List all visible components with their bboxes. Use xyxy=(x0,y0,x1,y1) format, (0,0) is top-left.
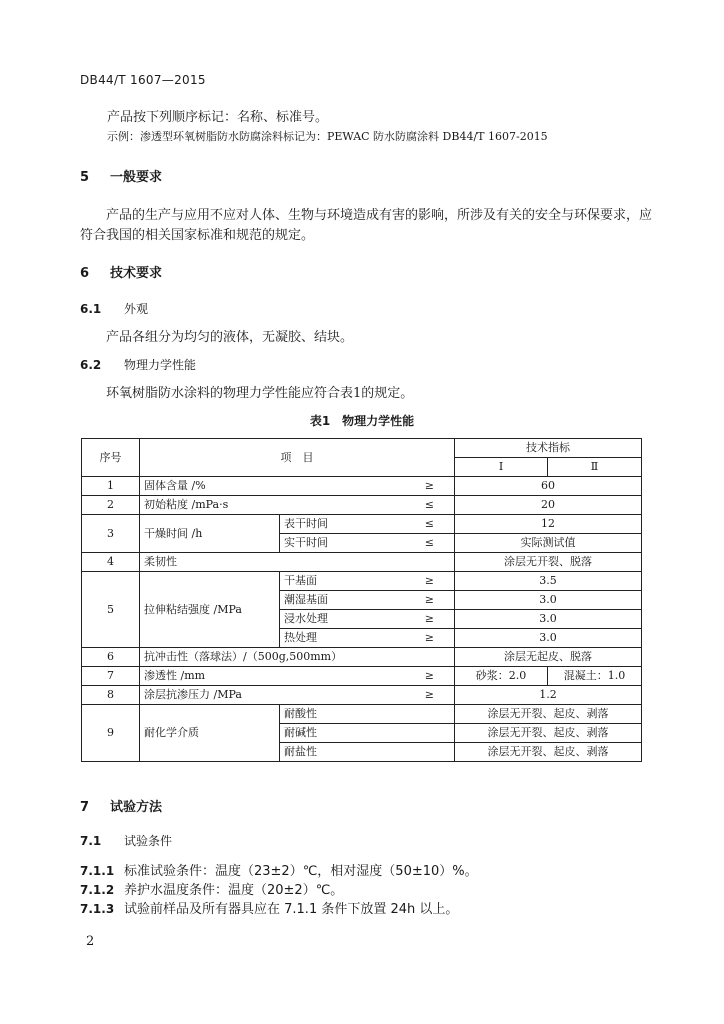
table-header-row xyxy=(82,439,642,458)
section-7-1-3 xyxy=(80,898,458,917)
section-number: 7.1.3 xyxy=(80,902,115,916)
table-row xyxy=(82,686,642,705)
section-5-heading xyxy=(80,166,162,185)
header-index: 技术指标 xyxy=(455,439,642,458)
table-row xyxy=(82,705,642,724)
section-text: 试验前样品及所有器具应在 7.1.1 条件下放置 24h 以上。 xyxy=(124,902,459,917)
cell-subitem: 浸水处理 ≥ xyxy=(280,610,455,629)
cell-value: 12 xyxy=(455,515,642,534)
cell-value: 涂层无起皮、脱落 xyxy=(455,648,642,667)
section-text: 养护水温度条件：温度（20±2）℃。 xyxy=(124,883,344,898)
section-6-2-heading xyxy=(80,356,196,373)
cell-subitem: 耐盐性 xyxy=(280,743,455,762)
cell-seq: 1 xyxy=(82,477,140,496)
cell-value: 3.0 xyxy=(455,629,642,648)
marking-example: 示例：渗透型环氧树脂防水防腐涂料标记为：PEWAC 防水防腐涂料 DB44/T 1607-2015 xyxy=(107,130,548,143)
section-title: 试验方法 xyxy=(110,800,163,815)
cell-seq: 6 xyxy=(82,648,140,667)
cell-item: 柔韧性 xyxy=(140,553,455,572)
section-title: 物理力学性能 xyxy=(124,358,197,372)
table-row xyxy=(82,477,642,496)
cell-value: 涂层无开裂、脱落 xyxy=(455,553,642,572)
cell-seq: 3 xyxy=(82,515,140,553)
cell-value: 3.0 xyxy=(455,610,642,629)
section-number: 7.1.1 xyxy=(80,864,115,878)
cell-value: 3.0 xyxy=(455,591,642,610)
section-title: 试验条件 xyxy=(124,834,173,848)
table-row xyxy=(82,496,642,515)
cell-seq: 4 xyxy=(82,553,140,572)
cell-seq: 7 xyxy=(82,667,140,686)
table-row xyxy=(82,553,642,572)
section-number: 6 xyxy=(80,266,90,281)
section-number: 7.1 xyxy=(80,834,102,848)
cell-value: 20 xyxy=(455,496,642,515)
section-text: 标准试验条件：温度（23±2）℃，相对湿度（50±10）%。 xyxy=(124,864,478,879)
section-7-1-heading xyxy=(80,832,172,849)
section-5-paragraph-line1: 产品的生产与应用不应对人体、生物与环境造成有害的影响，所涉及有关的安全与环保要求，应 xyxy=(106,208,653,223)
cell-subitem: 耐碱性 xyxy=(280,724,455,743)
cell-subitem: 耐酸性 xyxy=(280,705,455,724)
cell-subitem: 表干时间 ≤ xyxy=(280,515,455,534)
section-number: 6.1 xyxy=(80,302,102,316)
cell-seq: 5 xyxy=(82,572,140,648)
cell-item: 初始粘度 /mPa·s ≤ xyxy=(140,496,455,515)
standard-number-header: DB44/T 1607—2015 xyxy=(80,73,206,87)
table-row xyxy=(82,572,642,591)
section-title: 外观 xyxy=(124,302,149,316)
header-seq: 序号 xyxy=(82,439,140,477)
cell-item: 抗冲击性（落球法）/（500g,500mm） xyxy=(140,648,455,667)
cell-value: 60 xyxy=(455,477,642,496)
cell-item: 涂层抗渗压力 /MPa ≥ xyxy=(140,686,455,705)
section-6-heading xyxy=(80,262,162,281)
cell-seq: 2 xyxy=(82,496,140,515)
header-grade-1: Ⅰ xyxy=(455,458,548,477)
section-title: 一般要求 xyxy=(110,170,163,185)
section-7-heading xyxy=(80,796,162,815)
page-number: 2 xyxy=(86,934,95,949)
cell-item: 耐化学介质 xyxy=(140,705,280,762)
cell-subitem: 干基面 ≥ xyxy=(280,572,455,591)
section-6-1-text: 产品各组分为均匀的液体，无凝胶、结块。 xyxy=(106,330,354,345)
cell-item: 固体含量 /% ≥ xyxy=(140,477,455,496)
cell-seq: 9 xyxy=(82,705,140,762)
section-number: 6.2 xyxy=(80,358,102,372)
header-item: 项 目 xyxy=(140,439,455,477)
cell-subitem: 热处理 ≥ xyxy=(280,629,455,648)
section-6-2-text: 环氧树脂防水涂料的物理力学性能应符合表1的规定。 xyxy=(106,386,414,401)
cell-value-mortar: 砂浆：2.0 xyxy=(455,667,548,686)
cell-value-concrete: 混凝土：1.0 xyxy=(548,667,642,686)
section-number: 5 xyxy=(80,170,90,185)
cell-value: 3.5 xyxy=(455,572,642,591)
section-6-1-heading xyxy=(80,300,148,317)
marking-text: 产品按下列顺序标记：名称、标准号。 xyxy=(107,110,329,125)
table-caption: 表1 物理力学性能 xyxy=(309,414,415,428)
physical-properties-table xyxy=(81,438,642,762)
section-number: 7.1.2 xyxy=(80,883,115,897)
cell-seq: 8 xyxy=(82,686,140,705)
section-title: 技术要求 xyxy=(110,266,163,281)
cell-value: 涂层无开裂、起皮、剥落 xyxy=(455,705,642,724)
cell-subitem: 潮湿基面 ≥ xyxy=(280,591,455,610)
section-7-1-1 xyxy=(80,860,478,879)
cell-value: 涂层无开裂、起皮、剥落 xyxy=(455,724,642,743)
table-row xyxy=(82,515,642,534)
cell-item: 拉伸粘结强度 /MPa xyxy=(140,572,280,648)
cell-item: 干燥时间 /h xyxy=(140,515,280,553)
header-grade-2: Ⅱ xyxy=(548,458,642,477)
cell-value: 涂层无开裂、起皮、剥落 xyxy=(455,743,642,762)
table-row xyxy=(82,667,642,686)
section-number: 7 xyxy=(80,800,90,815)
cell-value: 实际测试值 xyxy=(455,534,642,553)
table-row xyxy=(82,648,642,667)
section-5-paragraph-line2: 符合我国的相关国家标准和规范的规定。 xyxy=(80,228,315,243)
section-7-1-2 xyxy=(80,879,343,898)
cell-subitem: 实干时间 ≤ xyxy=(280,534,455,553)
cell-item: 渗透性 /mm ≥ xyxy=(140,667,455,686)
cell-value: 1.2 xyxy=(455,686,642,705)
